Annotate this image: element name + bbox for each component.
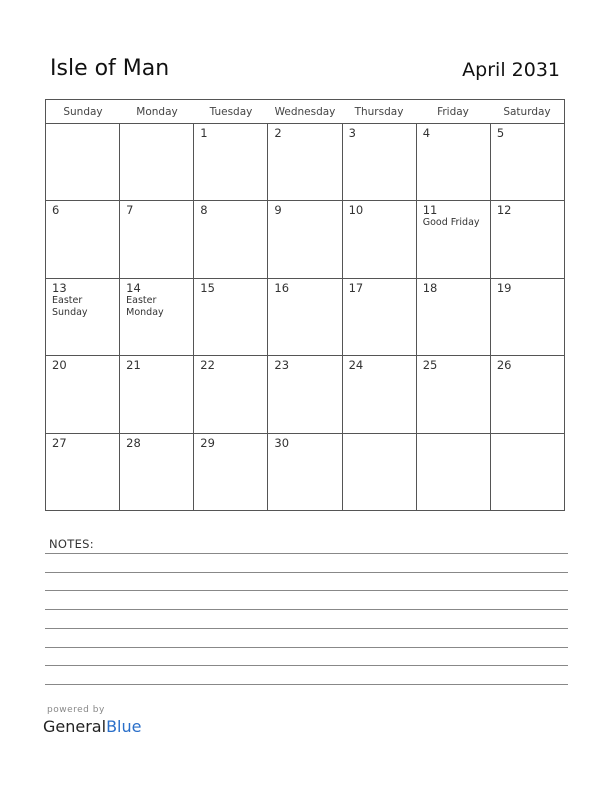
note-line <box>45 665 568 666</box>
day-cell <box>343 279 417 355</box>
day-cell <box>46 201 120 277</box>
calendar-grid <box>45 99 565 511</box>
holiday-label: Monday <box>126 306 164 318</box>
note-line <box>45 628 568 629</box>
powered-by-text: powered by <box>47 705 105 715</box>
day-number: 10 <box>348 203 364 218</box>
note-line <box>45 572 568 573</box>
day-cell <box>120 201 194 277</box>
weekday-saturday: Saturday <box>503 106 551 118</box>
day-cell <box>46 279 120 355</box>
day-cell <box>194 356 268 432</box>
day-number: 3 <box>348 126 356 140</box>
day-number: 14 <box>126 280 141 295</box>
day-number: 17 <box>348 280 364 295</box>
day-cell <box>417 356 491 432</box>
day-number: 11 <box>422 203 438 218</box>
weekday-wednesday: Wednesday <box>274 106 336 118</box>
day-number: 21 <box>126 358 141 373</box>
day-cell <box>268 434 342 510</box>
day-cell <box>491 201 564 277</box>
day-number: 1 <box>200 126 208 140</box>
day-cell <box>491 279 564 355</box>
weekday-thursday: Thursday <box>354 106 404 118</box>
day-cell <box>120 434 194 510</box>
month-title: April 2031 <box>462 59 560 81</box>
day-number: 24 <box>348 358 364 373</box>
day-number: 16 <box>274 280 290 295</box>
day-number: 20 <box>52 358 67 373</box>
day-number: 7 <box>126 203 134 218</box>
week-row <box>46 434 564 510</box>
weekday-sunday: Sunday <box>63 106 103 118</box>
brand-general-text: General <box>43 717 107 736</box>
day-number: 6 <box>52 203 60 218</box>
day-cell <box>343 124 417 200</box>
day-cell <box>268 279 342 355</box>
day-number: 30 <box>274 435 290 450</box>
notes-label: NOTES: <box>49 537 94 551</box>
note-line <box>45 647 568 648</box>
holiday-label: Easter <box>52 294 83 306</box>
day-cell <box>417 279 491 355</box>
day-cell <box>194 434 268 510</box>
day-number: 15 <box>200 280 215 295</box>
note-line <box>45 684 568 685</box>
day-number: 9 <box>274 203 282 218</box>
generalblue-logo[interactable] <box>43 717 141 736</box>
weekday-friday: Friday <box>437 106 469 118</box>
calendar-weeks <box>46 124 564 510</box>
empty-day-cell <box>120 124 194 200</box>
day-cell <box>268 201 342 277</box>
holiday-label: Good Friday <box>422 217 480 229</box>
empty-day-cell <box>343 434 417 510</box>
day-number: 23 <box>274 358 290 373</box>
day-cell <box>46 356 120 432</box>
day-cell <box>194 279 268 355</box>
week-row <box>46 279 564 356</box>
day-number: 12 <box>496 203 512 218</box>
day-cell <box>491 356 564 432</box>
day-cell <box>417 201 491 277</box>
day-number: 28 <box>126 435 141 450</box>
week-row <box>46 201 564 278</box>
day-cell <box>491 124 564 200</box>
day-number: 29 <box>200 435 215 450</box>
note-line <box>45 553 568 554</box>
holiday-label: Easter <box>126 294 157 306</box>
week-row <box>46 356 564 433</box>
weekday-monday: Monday <box>136 106 178 118</box>
day-number: 2 <box>274 126 282 140</box>
day-cell <box>268 356 342 432</box>
week-row <box>46 124 564 201</box>
empty-day-cell <box>46 124 120 200</box>
day-cell <box>417 124 491 200</box>
day-cell <box>268 124 342 200</box>
day-cell <box>120 279 194 355</box>
day-number: 18 <box>422 280 438 295</box>
day-number: 25 <box>422 358 438 373</box>
day-cell <box>194 201 268 277</box>
day-number: 4 <box>422 126 431 140</box>
empty-day-cell <box>491 434 564 510</box>
day-cell <box>46 434 120 510</box>
note-line <box>45 590 568 591</box>
day-number: 13 <box>52 280 67 295</box>
day-number: 5 <box>496 126 505 140</box>
day-cell <box>194 124 268 200</box>
day-number: 8 <box>200 203 208 218</box>
weekday-tuesday: Tuesday <box>209 106 253 118</box>
brand-blue-text: Blue <box>106 717 142 736</box>
day-cell <box>120 356 194 432</box>
note-line <box>45 609 568 610</box>
day-number: 27 <box>52 435 67 450</box>
day-number: 22 <box>200 358 215 373</box>
empty-day-cell <box>417 434 491 510</box>
country-title: Isle of Man <box>50 56 170 81</box>
day-number: 19 <box>496 280 512 295</box>
day-cell <box>343 356 417 432</box>
weekday-header-row <box>46 100 564 124</box>
day-number: 26 <box>496 358 512 373</box>
holiday-label: Sunday <box>52 306 88 318</box>
day-cell <box>343 201 417 277</box>
